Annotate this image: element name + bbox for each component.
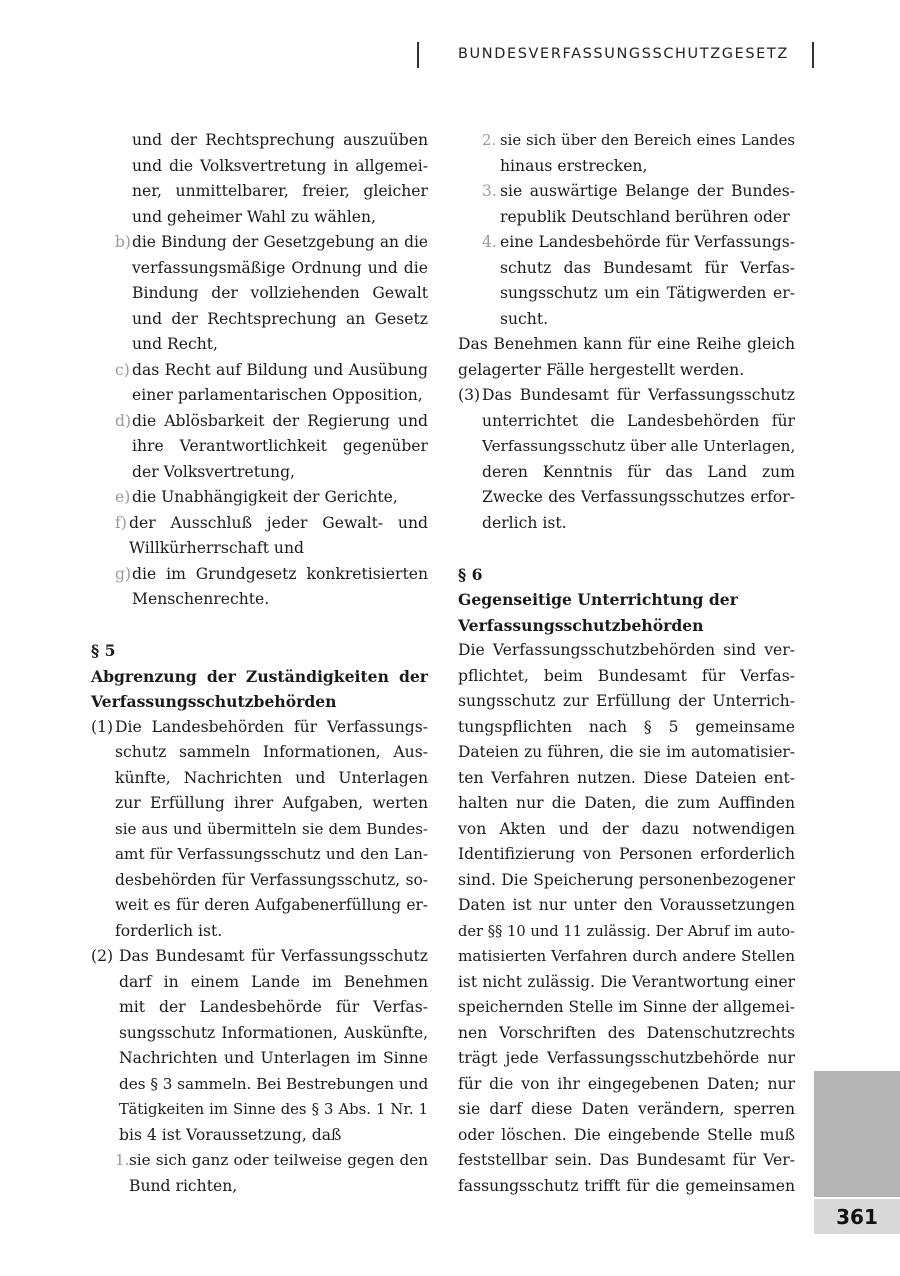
text-line xyxy=(91,587,428,613)
line-text: und geheimer Wahl zu wählen, xyxy=(132,207,376,226)
text-line xyxy=(458,1123,795,1149)
list-marker: (2) xyxy=(91,947,114,965)
line-text: und der Rechtsprechung auszuüben xyxy=(132,131,428,149)
text-line xyxy=(458,256,795,282)
text-line xyxy=(458,332,795,358)
text-line xyxy=(91,893,428,919)
text-line xyxy=(91,1174,428,1200)
list-marker: b) xyxy=(115,233,131,251)
line-text: die Bindung der Gesetzgebung an die xyxy=(132,233,428,251)
text-line xyxy=(91,1072,428,1098)
text-line xyxy=(458,205,795,231)
line-text: ihre Verantwortlichkeit gegenüber xyxy=(132,437,428,455)
text-line xyxy=(91,383,428,409)
text-line xyxy=(458,893,795,919)
text-line xyxy=(91,970,428,996)
text-line xyxy=(458,128,795,154)
line-text: republik Deutschland berühren oder xyxy=(500,207,790,226)
line-text: Dateien zu führen, die sie im automatisier- xyxy=(458,743,795,761)
line-text: amt für Verfassungsschutz und den Lan- xyxy=(115,845,428,863)
text-line xyxy=(458,919,795,945)
line-text: sie sich über den Bereich eines Landes xyxy=(500,132,795,149)
list-marker: 1. xyxy=(115,1151,130,1169)
line-text: Tätigkeiten im Sinne des § 3 Abs. 1 Nr. 1 xyxy=(119,1101,428,1118)
text-line xyxy=(458,689,795,715)
line-text: verfassungsmäßige Ordnung und die xyxy=(132,258,428,277)
text-line xyxy=(91,307,428,333)
line-text: Die Verfassungsschutzbehörden sind ver- xyxy=(458,641,795,659)
text-line xyxy=(458,1097,795,1123)
line-text: deren Kenntnis für das Land zum xyxy=(482,462,795,481)
list-marker: d) xyxy=(115,411,132,430)
line-text: halten nur die Daten, die zum Auffinden xyxy=(458,794,795,812)
text-line xyxy=(458,511,795,537)
section-heading-line xyxy=(91,689,428,715)
line-text: weit es für deren Aufgabenerfüllung er- xyxy=(115,896,428,914)
line-text: feststellbar sein. Das Bundesamt für Ver- xyxy=(458,1151,795,1169)
text-line xyxy=(458,740,795,766)
text-line xyxy=(458,664,795,690)
line-text: bis 4 ist Voraussetzung, daß xyxy=(119,1125,342,1144)
line-text: unterrichtet die Landesbehörden für xyxy=(482,411,795,430)
line-text: sind. Die Speicherung personenbezogener xyxy=(458,870,795,889)
text-line xyxy=(91,1148,428,1174)
line-text: schutz sammeln Informationen, Aus- xyxy=(115,743,428,761)
line-text: der Ausschluß jeder Gewalt- und xyxy=(129,513,428,532)
text-line xyxy=(91,562,428,588)
text-line xyxy=(91,944,428,970)
text-line xyxy=(91,256,428,282)
left-column xyxy=(91,128,428,1199)
text-line xyxy=(91,791,428,817)
text-line xyxy=(458,434,795,460)
list-marker: 3. xyxy=(482,182,497,200)
line-text: desbehörden für Verfassungsschutz, so- xyxy=(115,870,428,889)
list-marker: 4. xyxy=(482,233,497,251)
line-text: mit der Landesbehörde für Verfas- xyxy=(119,998,428,1016)
text-line xyxy=(91,536,428,562)
text-line xyxy=(91,1046,428,1072)
line-text: trägt jede Verfassungsschutzbehörde nur xyxy=(458,1049,795,1067)
line-text: der Volksvertretung, xyxy=(132,462,296,481)
text-line xyxy=(458,358,795,384)
text-line xyxy=(458,307,795,333)
line-text: Zwecke des Verfassungsschutzes erfor- xyxy=(482,488,795,506)
line-text: Willkürherrschaft und xyxy=(129,539,304,557)
line-text: Verfassungsschutzbehörden xyxy=(91,692,337,711)
text-line xyxy=(91,358,428,384)
line-text: Gegenseitige Unterrichtung der xyxy=(458,590,738,609)
text-line xyxy=(458,766,795,792)
line-text: gelagerter Fälle hergestellt werden. xyxy=(458,360,745,379)
text-line xyxy=(458,868,795,894)
line-text: Menschenrechte. xyxy=(132,590,270,608)
text-line xyxy=(458,154,795,180)
text-line xyxy=(458,791,795,817)
line-text: nen Vorschriften des Datenschutzrechts xyxy=(458,1023,795,1042)
line-text: speichernden Stelle im Sinne der allgemei- xyxy=(458,998,795,1016)
section-gap xyxy=(91,613,428,639)
text-line xyxy=(458,1021,795,1047)
text-line xyxy=(458,1148,795,1174)
line-text: Daten ist nur unter den Voraussetzungen xyxy=(458,896,795,914)
section-heading-line xyxy=(458,562,795,588)
line-text: Bindung der vollziehenden Gewalt xyxy=(132,284,428,302)
list-marker: 2. xyxy=(482,132,497,149)
text-line xyxy=(458,485,795,511)
line-text: Nachrichten und Unterlagen im Sinne xyxy=(119,1049,428,1067)
line-text: sie sich ganz oder teilweise gegen den xyxy=(129,1151,428,1169)
text-line xyxy=(91,842,428,868)
text-line xyxy=(91,460,428,486)
text-line xyxy=(91,332,428,358)
text-line xyxy=(91,817,428,843)
text-line xyxy=(91,1021,428,1047)
text-line xyxy=(91,434,428,460)
line-text: Das Bundesamt für Verfassungsschutz xyxy=(482,386,795,404)
line-text: Das Bundesamt für Verfassungsschutz xyxy=(119,947,428,965)
line-text: darf in einem Lande im Benehmen xyxy=(119,972,428,991)
text-line xyxy=(91,205,428,231)
line-text: derlich ist. xyxy=(482,513,567,532)
text-line xyxy=(458,638,795,664)
text-line xyxy=(91,1097,428,1123)
line-text: zur Erfüllung ihrer Aufgaben, werten xyxy=(115,794,428,812)
list-marker: c) xyxy=(115,360,130,379)
line-text: sungsschutz Informationen, Auskünfte, xyxy=(119,1023,428,1042)
thumb-tab xyxy=(814,1071,900,1197)
section-heading-line xyxy=(91,664,428,690)
section-heading-line xyxy=(458,587,795,613)
text-line xyxy=(458,1174,795,1200)
line-text: von Akten und der dazu notwendigen xyxy=(458,819,795,838)
line-text: sungsschutz um ein Tätigwerden er- xyxy=(500,284,795,302)
right-column xyxy=(458,128,795,1199)
list-marker: e) xyxy=(115,488,131,506)
text-line xyxy=(458,1072,795,1098)
line-text: fassungsschutz trifft für die gemeinsamen xyxy=(458,1176,795,1195)
line-text: ner, unmittelbarer, freier, gleicher xyxy=(132,182,428,200)
page-number: 361 xyxy=(814,1199,900,1234)
list-marker: f) xyxy=(115,513,127,532)
text-line xyxy=(91,1123,428,1149)
text-line xyxy=(91,868,428,894)
text-line xyxy=(91,281,428,307)
line-text: die Ablösbarkeit der Regierung und xyxy=(132,411,428,430)
line-text: Bund richten, xyxy=(129,1176,238,1195)
line-text: sie auswärtige Belange der Bundes- xyxy=(500,182,795,200)
line-text: künfte, Nachrichten und Unterlagen xyxy=(115,768,428,787)
list-marker: g) xyxy=(115,564,132,583)
line-text: die Unabhängigkeit der Gerichte, xyxy=(132,488,398,506)
text-line xyxy=(458,281,795,307)
line-text: matisierten Verfahren durch andere Stellen xyxy=(458,947,795,965)
text-line xyxy=(458,944,795,970)
text-line xyxy=(458,409,795,435)
header-rule-right xyxy=(812,42,814,68)
text-line xyxy=(91,179,428,205)
line-text: Verfassungsschutzbehörden xyxy=(458,615,704,635)
section-heading-line xyxy=(91,638,428,664)
text-line xyxy=(458,1046,795,1072)
text-line xyxy=(458,817,795,843)
text-line xyxy=(458,460,795,486)
text-line xyxy=(458,995,795,1021)
line-text: forderlich ist. xyxy=(115,921,223,940)
line-text: pflichtet, beim Bundesamt für Verfas- xyxy=(458,666,795,685)
line-text: einer parlamentarischen Opposition, xyxy=(132,386,423,404)
line-text: Die Landesbehörden für Verfassungs- xyxy=(115,717,428,736)
text-line xyxy=(91,766,428,792)
line-text: Abgrenzung der Zuständigkeiten der xyxy=(91,666,428,686)
line-text: die im Grundgesetz konkretisierten xyxy=(132,564,428,583)
line-text: sungsschutz zur Erfüllung der Unterrich- xyxy=(458,692,795,710)
text-line xyxy=(91,128,428,154)
line-text: für die von ihr eingegebenen Daten; nur xyxy=(458,1074,795,1093)
line-text: sie darf diese Daten verändern, sperren xyxy=(458,1100,795,1118)
section-gap xyxy=(458,536,795,562)
line-text: und der Rechtsprechung an Gesetz xyxy=(132,309,428,328)
text-line xyxy=(91,740,428,766)
line-text: oder löschen. Die eingebende Stelle muß xyxy=(458,1125,795,1144)
running-header: BUNDESVERFASSUNGSSCHUTZGESETZ xyxy=(458,46,789,62)
line-text: § 6 xyxy=(458,564,483,584)
list-marker: (1) xyxy=(91,717,114,736)
line-text: Verfassungsschutz über alle Unterlagen, xyxy=(482,437,796,455)
text-line xyxy=(458,842,795,868)
line-text: tungspflichten nach § 5 gemeinsame xyxy=(458,717,795,736)
list-marker: (3) xyxy=(458,386,481,404)
line-text: und Recht, xyxy=(132,335,218,353)
text-line xyxy=(91,995,428,1021)
text-line xyxy=(91,715,428,741)
text-line xyxy=(91,485,428,511)
text-line xyxy=(458,715,795,741)
line-text: das Recht auf Bildung und Ausübung xyxy=(132,360,428,379)
text-line xyxy=(91,409,428,435)
line-text: der §§ 10 und 11 zulässig. Der Abruf im auto- xyxy=(458,922,795,940)
line-text: sucht. xyxy=(500,309,549,328)
line-text: § 5 xyxy=(91,641,116,660)
line-text: ten Verfahren nutzen. Diese Dateien ent- xyxy=(458,768,795,787)
text-line xyxy=(91,511,428,537)
text-line xyxy=(91,919,428,945)
text-line xyxy=(458,970,795,996)
text-line xyxy=(458,383,795,409)
line-text: hinaus erstrecken, xyxy=(500,156,648,175)
line-text: eine Landesbehörde für Verfassungs- xyxy=(500,233,795,251)
text-line xyxy=(458,179,795,205)
section-heading-line xyxy=(458,613,795,639)
line-text: Identifizierung von Personen erforderlich xyxy=(458,845,795,863)
line-text: des § 3 sammeln. Bei Bestrebungen und xyxy=(119,1074,429,1093)
line-text: ist nicht zulässig. Die Verantwortung einer xyxy=(458,972,795,991)
text-line xyxy=(458,230,795,256)
line-text: schutz das Bundesamt für Verfas- xyxy=(500,258,795,277)
text-line xyxy=(91,230,428,256)
line-text: und die Volksvertretung in allgemei- xyxy=(132,156,428,175)
text-line xyxy=(91,154,428,180)
header-rule-left xyxy=(417,42,419,68)
line-text: Das Benehmen kann für eine Reihe gleich xyxy=(458,335,795,353)
line-text: sie aus und übermitteln sie dem Bundes- xyxy=(115,819,428,838)
